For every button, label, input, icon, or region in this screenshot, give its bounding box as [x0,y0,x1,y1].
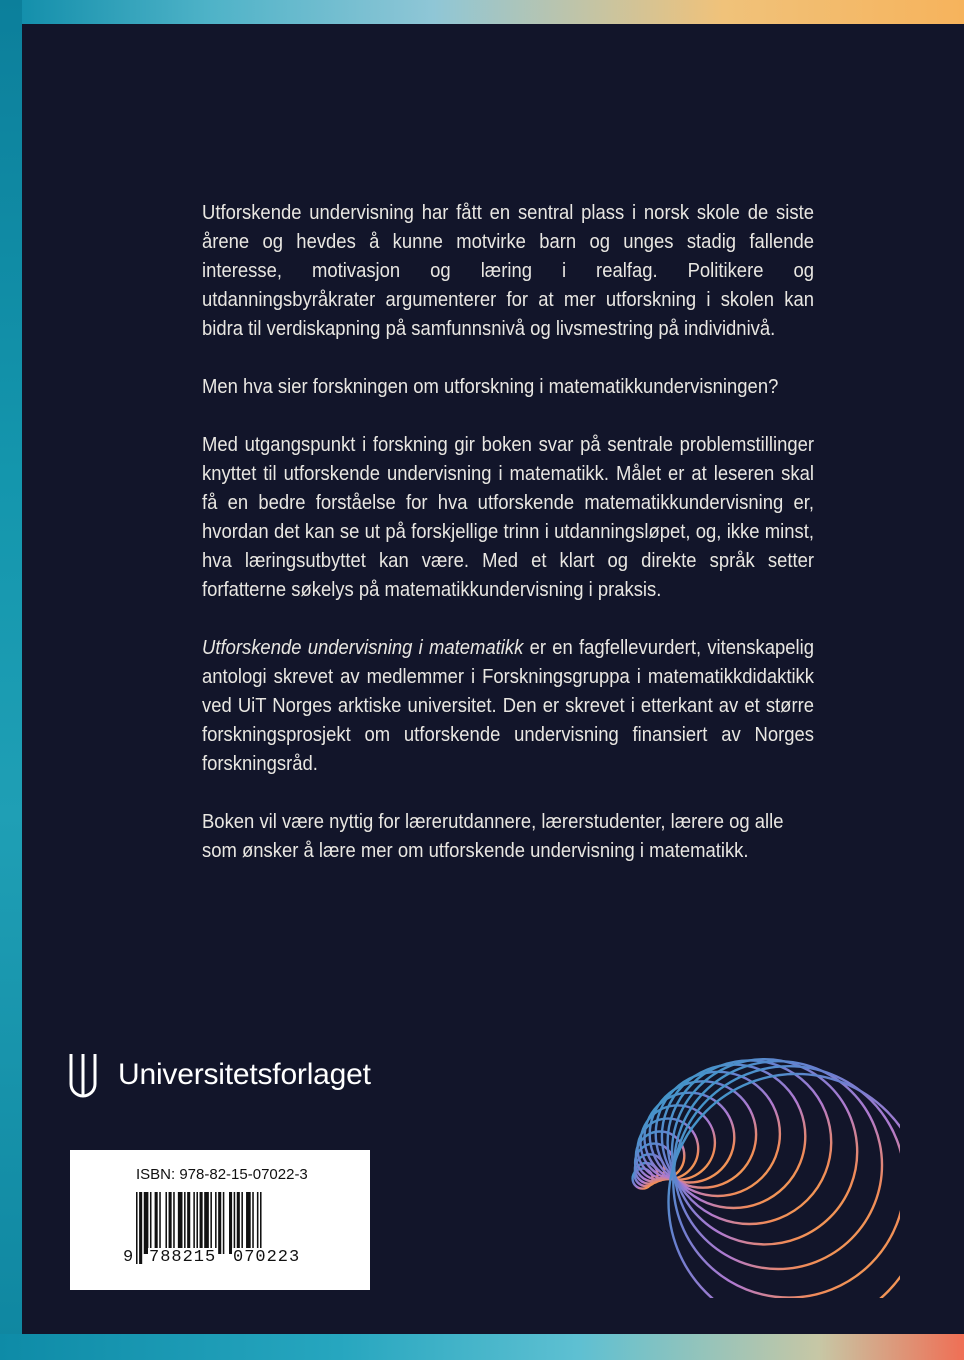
book-title: Utforskende undervisning i matematikk [202,636,524,659]
barcode-bar [229,1192,232,1254]
barcode-bar [150,1192,152,1254]
barcode-bar [165,1192,167,1254]
blurb-paragraph-4 [202,633,814,778]
barcode-bar [196,1192,198,1254]
left-color-border [0,0,22,1360]
barcode-bar [234,1192,236,1254]
isbn-text: ISBN: 978-82-15-07022-3 [136,1166,308,1183]
blurb-paragraph-1: Utforskende undervisning har fått en sentral plass i norsk skole de siste årene og hevdes å kunne motvirke barn og unges stadig fallende interesse, motivasjon og læring i realfag. Politikere og utdanningsbyråkrater argumenterer for at mer utforskning i skolen kan bidra til verdiskapning på samfunnsnivå og livsmestring på individnivå. [202,201,814,340]
barcode-label [70,1150,370,1290]
blurb-text [202,198,814,894]
barcode-bar [169,1192,172,1254]
blurb-paragraph-5: Boken vil være nyttig for lærerutdannere, lærerstudenter, lærere og alle som ønsker å lære mer om utforskende undervisning i matematikk. [202,810,784,862]
publisher-name: Universitetsforlaget [118,1058,371,1091]
barcode-bar [237,1192,240,1254]
barcode-bar [223,1192,225,1254]
barcode-bar [252,1192,254,1254]
barcode-bar [178,1192,183,1254]
barcode-bar [136,1192,138,1264]
publisher-u-mark-icon [68,1052,98,1098]
barcode-bar [193,1192,195,1254]
barcode-bar [155,1192,158,1254]
spiral-ring [668,1060,832,1224]
spiral-ring [673,1066,900,1297]
barcode-bar [144,1192,149,1254]
barcode-bar [218,1192,221,1254]
bottom-color-border [0,1334,964,1360]
barcode-digits-left: 788215 [149,1248,217,1267]
barcode-bar [241,1192,243,1254]
barcode-digits-right: 070223 [233,1248,301,1267]
barcode-bar [187,1192,190,1254]
spiral-ring [650,1081,756,1187]
blurb-paragraph-3: Med utgangspunkt i forskning gir boken svar på sentrale problemstillinger knyttet til utforskende undervisning i matematikk. Målet er at leseren skal få en bedre forståelse for hva utforskende matematikkundervisning er, hvordan det kan se ut på forskjellige trinn i utdanningsløpet, og, ikke minst, hva læringsutbyttet kan være. Med et klart og direkte språk setter forfatterne søkelys på matematikkundervisning i praksis. [202,433,814,601]
barcode-bar [173,1192,175,1254]
barcode-bar [139,1192,142,1264]
blurb-question: Men hva sier forskningen om utforskning i matematikkundervisningen? [202,375,779,398]
barcode-bar [246,1192,251,1254]
blurb-paragraph-4-text: er en fagfellevurdert, vitenskapelig antologi skrevet av medlemmer i Forskningsgruppa i matematikkdidaktikk ved UiT Norges arktiske universitet. Den er skrevet i etterkant av et større forskningsprosjekt om utforskende undervisning finansiert av Norges forskningsråd. [202,636,814,775]
barcode-bar [184,1192,186,1254]
spiral-rings-graphic [520,938,900,1298]
barcode-bar [257,1192,259,1254]
barcode-bar [215,1192,217,1254]
publisher-logo [68,1052,371,1098]
spiral-ring [672,1059,857,1244]
barcode-bar [159,1192,161,1254]
barcode-bar [210,1192,212,1254]
spiral-ring [674,1061,882,1269]
barcode-digit-first: 9 [123,1248,135,1267]
